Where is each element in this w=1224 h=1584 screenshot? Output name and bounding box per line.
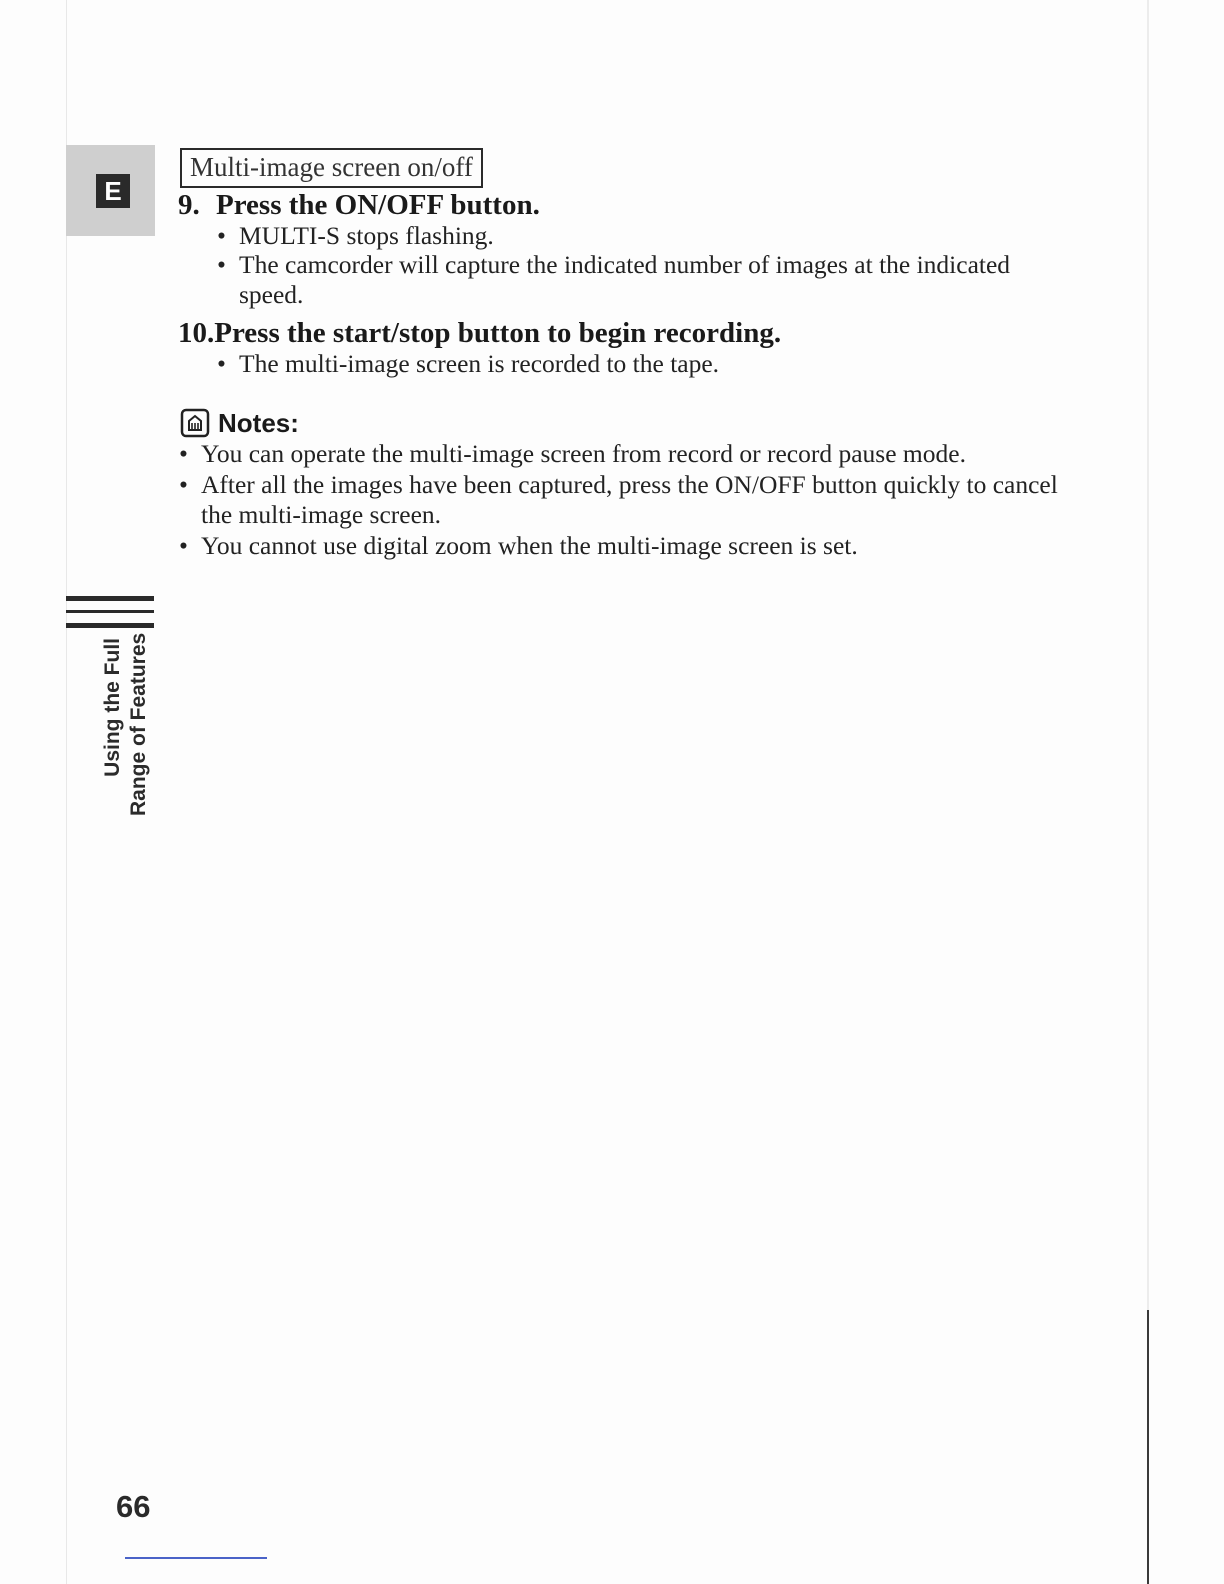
- list-item-text: You can operate the multi-image screen from record or record pause mode.: [201, 439, 966, 468]
- list-item: [217, 349, 1077, 379]
- tab-bar: [66, 623, 154, 628]
- step-heading: [178, 188, 540, 222]
- subsection-label: Multi-image screen on/off: [180, 148, 483, 188]
- list-item-text: The camcorder will capture the indicated number of images at the indicated speed.: [239, 250, 1011, 309]
- section-tab: [100, 632, 160, 816]
- list-item: [217, 250, 1077, 310]
- list-item-text: MULTI-S stops flashing.: [239, 221, 494, 250]
- notes-heading: [180, 406, 299, 440]
- tab-bar: [66, 596, 154, 601]
- bullet-icon: •: [179, 470, 188, 499]
- tab-bar: [66, 610, 154, 613]
- bullet-icon: •: [217, 349, 226, 378]
- section-tab-bars: [66, 596, 154, 637]
- step-number: 9.: [178, 189, 200, 221]
- list-item-text: You cannot use digital zoom when the multi-image screen is set.: [201, 531, 858, 560]
- section-tab-text: [100, 632, 160, 816]
- list-item: [217, 221, 1077, 251]
- list-item-text: The multi-image screen is recorded to the tape.: [239, 349, 720, 378]
- section-tab-line1: Using the Full: [101, 638, 124, 777]
- step-title: Press the start/stop button to begin recording.: [214, 317, 782, 349]
- bullet-icon: •: [217, 221, 226, 250]
- bullet-icon: •: [179, 439, 188, 468]
- page-edge-left: [66, 0, 67, 1584]
- bottom-rule: [125, 1557, 267, 1559]
- page-number: 66: [116, 1489, 151, 1524]
- step-number: 10.: [178, 317, 215, 349]
- notes-icon: [180, 408, 210, 438]
- list-item-text: After all the images have been captured, press the ON/OFF button quickly to cancel the multi-image screen.: [201, 470, 1058, 529]
- step-heading: [178, 316, 781, 350]
- bullet-icon: •: [217, 250, 226, 279]
- page-edge-right-shadow: [1147, 1310, 1149, 1584]
- notes-title: Notes:: [218, 408, 299, 438]
- bullet-icon: •: [179, 531, 188, 560]
- language-letter: E: [96, 174, 130, 208]
- step-title: Press the ON/OFF button.: [216, 189, 540, 221]
- list-item: [179, 531, 1059, 561]
- list-item: [179, 439, 1059, 469]
- section-tab-line2: Range of Features: [127, 632, 150, 816]
- list-item: [179, 470, 1059, 530]
